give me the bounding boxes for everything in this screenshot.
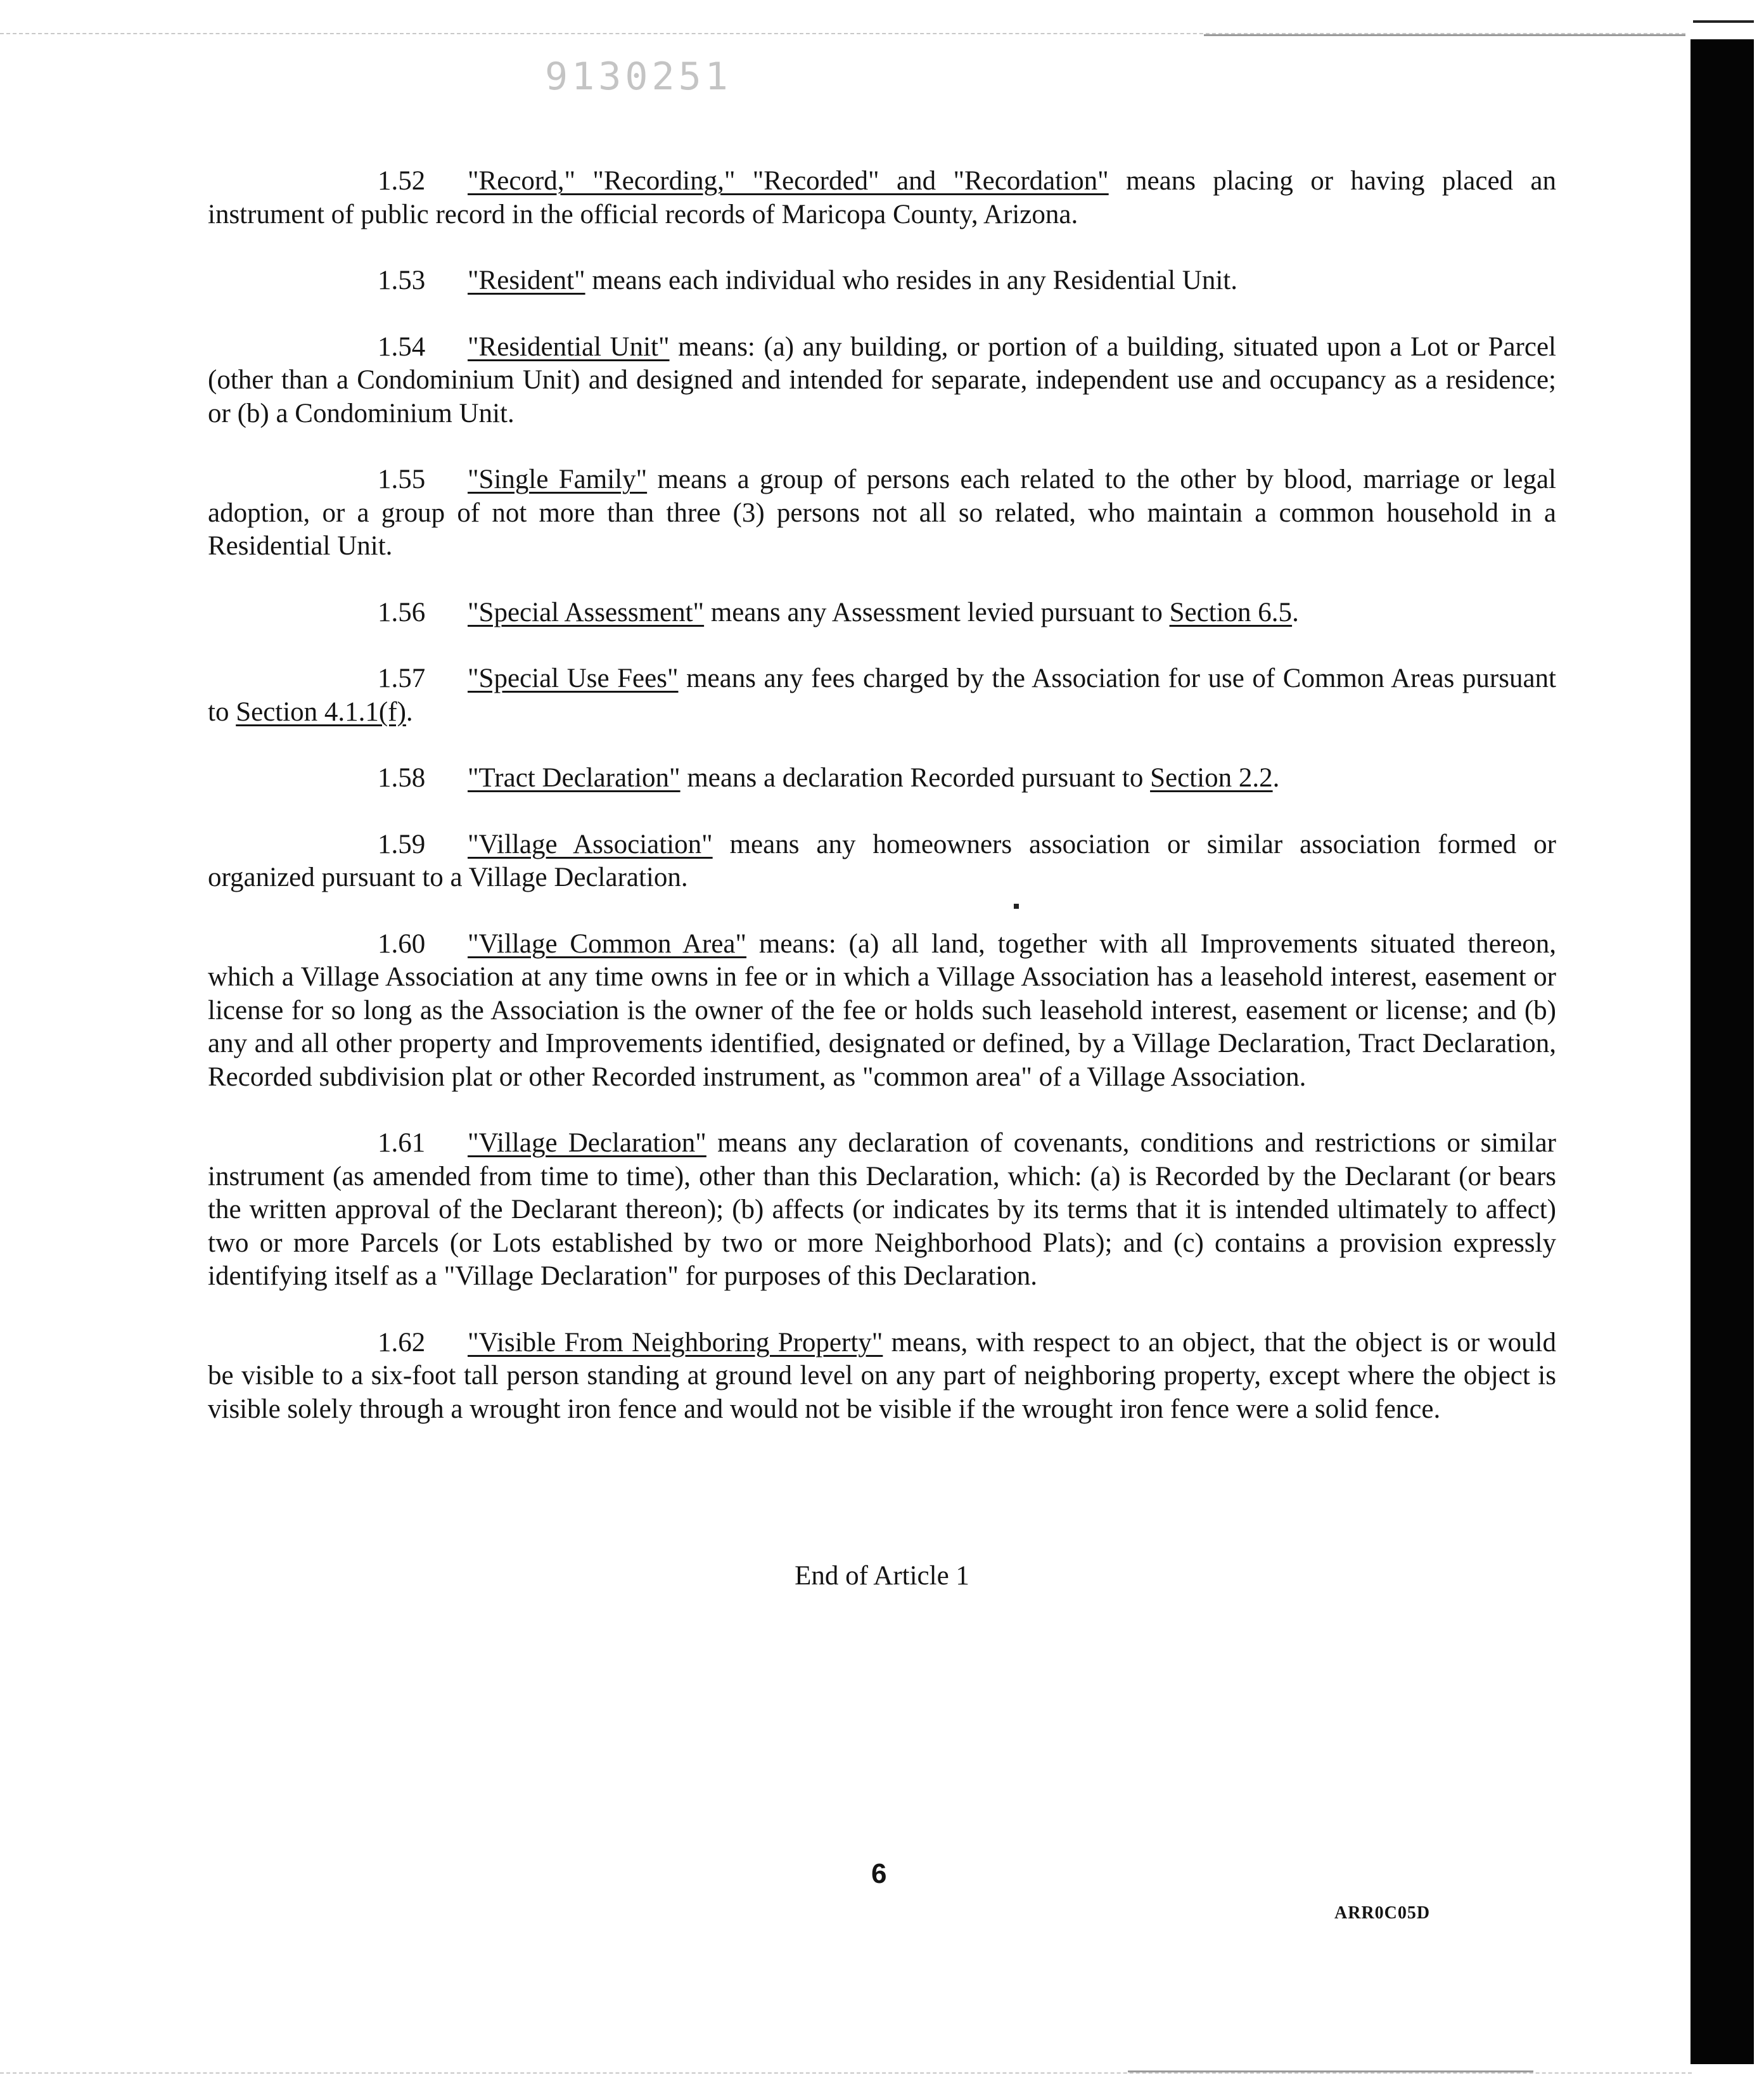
definition-paragraph bbox=[208, 165, 1556, 231]
section-number: 1.62 bbox=[378, 1327, 426, 1358]
trailing-punctuation: . bbox=[1272, 763, 1280, 793]
trailing-punctuation: . bbox=[406, 696, 413, 727]
section-reference: Section 2.2 bbox=[1150, 763, 1273, 793]
defined-term: "Village Common Area" bbox=[468, 928, 747, 959]
definition-text: means, with respect to an object, that the object is or would be visible to a six-foot tall person standing at ground level on any part of neighboring property, except where the object is visible solely through a wrought iron fence and would not be visible if the wrought iron fence were a solid fence. bbox=[208, 1327, 1556, 1424]
scan-top-rule-dark bbox=[1204, 34, 1685, 36]
scan-corner-mark bbox=[1693, 20, 1754, 23]
defined-term: "Single Family" bbox=[468, 465, 648, 494]
section-number: 1.52 bbox=[378, 166, 426, 196]
defined-term: "Village Association" bbox=[468, 829, 713, 859]
definition-paragraph bbox=[208, 264, 1556, 298]
definition-text: means a group of persons each related to the other by blood, marriage or legal adoption, or a group of not more than three (3) persons not all so related, who maintain a common household in a Residential Unit. bbox=[208, 465, 1556, 561]
defined-term: "Special Assessment" bbox=[468, 597, 705, 627]
definition-paragraph bbox=[208, 1127, 1556, 1293]
section-number: 1.61 bbox=[378, 1128, 426, 1158]
definition-paragraph bbox=[208, 331, 1556, 431]
definitions-body bbox=[208, 165, 1556, 1459]
definition-text: means any Assessment levied pursuant to bbox=[704, 597, 1170, 627]
definition-text: means: (a) all land, together with all Improvements situated thereon, which a Village Association at any time owns in fee or in which a Village Association has a leasehold interest, easement or license for so long as the Association is the owner of the fee or holds such leasehold interest, easement or license; and (b) any and all other property and Improvements identified, designated or defined, by a Village Declaration, Tract Declaration, Recorded subdivision plat or other Recorded instrument, as "common area" of a Village Association. bbox=[208, 928, 1556, 1092]
scan-bottom-rule-dark bbox=[1128, 2070, 1533, 2072]
definition-text: means each individual who resides in any Residential Unit. bbox=[585, 266, 1237, 295]
definition-text: means: (a) any building, or portion of a building, situated upon a Lot or Parcel (other than a Condominium Unit) and designed and intended for separate, independent use and occupancy as a residence; or (b) a Condominium Unit. bbox=[208, 331, 1556, 428]
definition-text: means any declaration of covenants, conditions and restrictions or similar instrument (as amended from time to time), other than this Declaration, which: (a) is Recorded by the Declarant (or bears the written approval of the Declarant thereon); (b) affects (or indicates by its terms that it is intended ultimately to affect) two or more Parcels (or Lots established by two or more Neighborhood Plats); and (c) contains a provision expressly identifying itself as a "Village Declaration" for purposes of this Declaration. bbox=[208, 1128, 1556, 1291]
defined-term: "Record," "Recording," "Recorded" and "Recordation" bbox=[468, 166, 1109, 196]
section-number: 1.57 bbox=[378, 664, 426, 693]
section-number: 1.55 bbox=[378, 465, 426, 494]
definition-text: means any fees charged by the Association for use of Common Areas pursuant to bbox=[208, 664, 1556, 727]
defined-term: "Tract Declaration" bbox=[468, 763, 681, 793]
definition-text: means any homeowners association or similar association formed or organized pursuant to a Village Declaration. bbox=[208, 829, 1556, 892]
defined-term: "Residential Unit" bbox=[468, 331, 670, 362]
page-number: 6 bbox=[871, 1858, 887, 1889]
trailing-punctuation: . bbox=[1292, 597, 1299, 627]
definition-paragraph bbox=[208, 463, 1556, 563]
section-number: 1.54 bbox=[378, 331, 426, 362]
end-of-article: End of Article 1 bbox=[795, 1561, 969, 1591]
document-code: ARR0C05D bbox=[1334, 1903, 1431, 1923]
defined-term: "Visible From Neighboring Property" bbox=[468, 1327, 883, 1358]
definition-paragraph bbox=[208, 828, 1556, 895]
definition-paragraph bbox=[208, 762, 1556, 795]
scan-edge-bar bbox=[1690, 39, 1754, 2064]
definition-paragraph bbox=[208, 596, 1556, 630]
section-number: 1.58 bbox=[378, 763, 426, 793]
scan-bottom-rule bbox=[0, 2072, 1692, 2074]
definition-paragraph bbox=[208, 1326, 1556, 1427]
section-reference: Section 4.1.1(f) bbox=[236, 696, 406, 727]
definition-paragraph bbox=[208, 928, 1556, 1094]
defined-term: "Special Use Fees" bbox=[468, 664, 679, 693]
defined-term: "Village Declaration" bbox=[468, 1128, 706, 1158]
definition-text: means placing or having placed an instrument of public record in the official records of Maricopa County, Arizona. bbox=[208, 166, 1556, 229]
section-number: 1.53 bbox=[378, 266, 426, 295]
section-number: 1.59 bbox=[378, 829, 426, 859]
recording-stamp: 9130251 bbox=[545, 55, 732, 99]
definition-text: means a declaration Recorded pursuant to bbox=[680, 763, 1151, 793]
definition-paragraph bbox=[208, 662, 1556, 729]
section-number: 1.60 bbox=[378, 928, 426, 959]
section-reference: Section 6.5 bbox=[1169, 597, 1293, 627]
defined-term: "Resident" bbox=[468, 266, 585, 295]
section-number: 1.56 bbox=[378, 597, 426, 627]
